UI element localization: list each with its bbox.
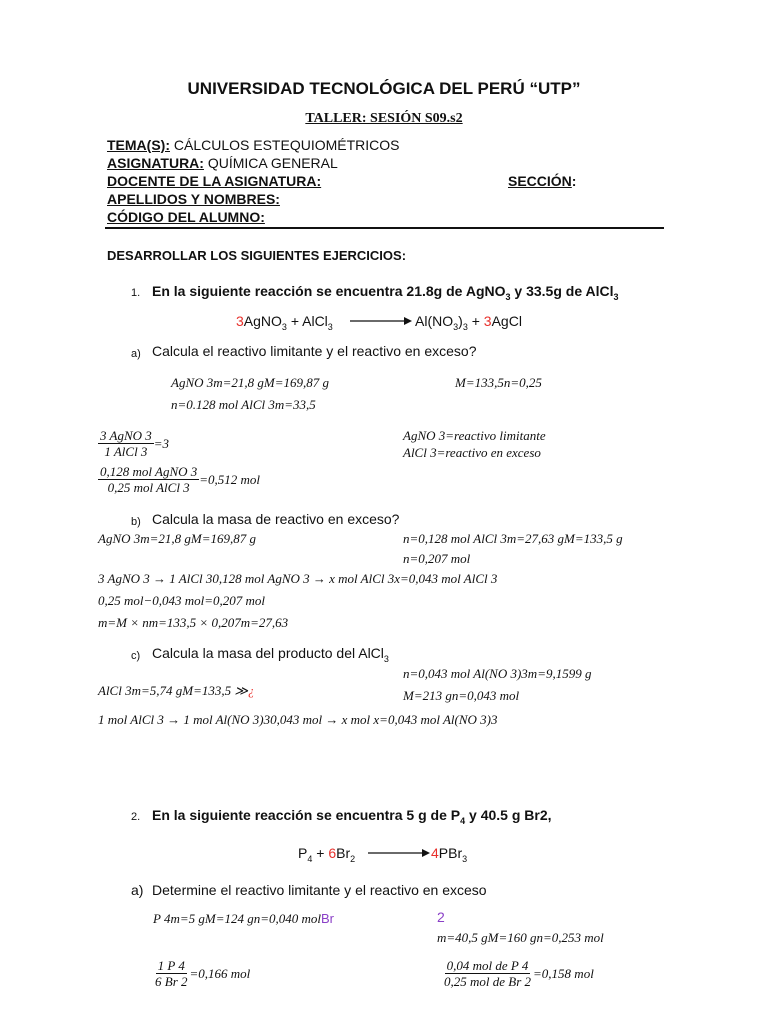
ex1-alcl-sub: 3 xyxy=(613,291,619,302)
ex1-qb-text: Calcula la masa de reactivo en exceso? xyxy=(152,511,400,527)
ex1-b-line2-right: n=0,207 mol xyxy=(403,551,471,566)
ex1-qb-letter: b) xyxy=(131,516,141,528)
ex1-a-line1-left: AgNO 3m=21,8 gM=169,87 g xyxy=(171,375,330,390)
ex1-b-line1-right: n=0,128 mol AlCl 3m=27,63 gM=133,5 g xyxy=(403,531,623,546)
ex1-a-result1: AgNO 3=reactivo limitante xyxy=(403,428,546,443)
ex1-a-line1-right: M=133,5n=0,25 xyxy=(455,375,542,390)
ex1-c-line1-right: n=0,043 mol Al(NO 3)3m=9,1599 g xyxy=(403,666,592,681)
ex2-eq-plus: + xyxy=(312,845,329,861)
codigo-row xyxy=(107,209,265,225)
ex1-qa-text: Calcula el reactivo limitante y el reactivo en exceso? xyxy=(152,343,477,359)
tema-value: CÁLCULOS ESTEQUIOMÉTRICOS xyxy=(170,137,400,153)
ex1-qc-sub: 3 xyxy=(383,653,389,664)
asignatura-row xyxy=(107,155,338,171)
ex2-eq-coef2: 4 xyxy=(431,845,439,861)
seccion-label: SECCIÓN xyxy=(508,173,572,189)
codigo-label: CÓDIGO DEL ALUMNO: xyxy=(107,209,265,225)
ex1-a-fraction2 xyxy=(98,464,260,495)
ex2-eq-p1: PBr xyxy=(438,845,463,861)
ex1-a-result2: AlCl 3=reactivo en exceso xyxy=(403,445,541,460)
ex2-a-frac1-bot: 6 Br 2 xyxy=(155,974,188,989)
apellidos-row xyxy=(107,191,280,207)
instructions: DESARROLLAR LOS SIGUIENTES EJERCICIOS: xyxy=(107,248,407,263)
ex1-eq-coef2: 3 xyxy=(483,313,492,329)
docente-row xyxy=(107,173,321,189)
ex1-eq-plus2: + xyxy=(467,313,484,329)
ex2-a-frac2-res: =0,158 mol xyxy=(533,965,594,981)
ex2-p-sub: 4 xyxy=(460,815,466,826)
seccion-row xyxy=(508,173,576,189)
ex2-a-br: Br xyxy=(321,911,334,926)
ex1-equation-reactants xyxy=(236,313,333,332)
reaction-arrow-icon xyxy=(350,314,412,328)
ex2-statement xyxy=(152,807,552,826)
ex2-qa-letter: a) xyxy=(131,882,144,898)
ex1-b-line3: 3 AgNO 3 → 1 AlCl 30,128 mol AgNO 3 → x mol AlCl 3x=0,043 mol AlCl 3 xyxy=(98,571,498,586)
ex2-equation-products xyxy=(431,845,467,864)
ex1-a-frac1-res: =3 xyxy=(153,435,170,451)
ex1-agno: AgNO xyxy=(465,283,506,299)
apellidos-label: APELLIDOS Y NOMBRES: xyxy=(107,191,280,207)
ex2-a-line1-text: P 4m=5 gM=124 gn=0,040 mol xyxy=(153,911,321,926)
ex1-eq-p1: Al(NO xyxy=(415,313,454,329)
ex1-qa-letter: a) xyxy=(131,348,141,360)
ex2-equation-reactants xyxy=(298,845,355,864)
ex2-eq-p1-sub: 3 xyxy=(462,853,468,864)
ex1-eq-r2-sub: 3 xyxy=(327,321,333,332)
ex1-qc-text xyxy=(152,645,389,664)
ex1-a-frac2-bot: 0,25 mol AlCl 3 xyxy=(107,480,190,495)
reaction-arrow-icon xyxy=(368,846,430,860)
ex2-eq-r1: P xyxy=(298,845,308,861)
document-title: UNIVERSIDAD TECNOLÓGICA DEL PERÚ “UTP” xyxy=(187,79,581,98)
ex1-statement-text: En la siguiente reacción se encuentra 21.8g de xyxy=(152,283,466,299)
ex1-c-line2-mark: ¿ xyxy=(247,683,255,698)
ex1-eq-r1: AgNO xyxy=(243,313,282,329)
asignatura-value: QUÍMICA GENERAL xyxy=(203,155,338,171)
ex1-a-frac2-top: 0,128 mol AgNO 3 xyxy=(100,464,198,479)
ex1-eq-r1-sub: 3 xyxy=(281,321,287,332)
ex1-a-frac2-res: =0,512 mol xyxy=(199,471,261,487)
ex1-b-line4: 0,25 mol−0,043 mol=0,207 mol xyxy=(98,593,266,608)
ex2-a-fraction2 xyxy=(442,958,594,989)
ex2-qa-text: Determine el reactivo limitante y el reactivo en exceso xyxy=(152,882,487,898)
ex1-a-frac1-bot: 1 AlCl 3 xyxy=(104,444,148,459)
ex1-c-line2-right: M=213 gn=0,043 mol xyxy=(403,688,520,703)
ex2-a-fraction1 xyxy=(153,958,250,989)
ex1-agno-sub: 3 xyxy=(505,291,511,302)
seccion-colon: : xyxy=(571,173,577,189)
tema-label: TEMA(S): xyxy=(107,137,170,153)
header-divider xyxy=(105,227,664,229)
ex2-statement-end: y 40.5 g Br2, xyxy=(465,807,552,823)
ex1-c-line2-left xyxy=(98,683,254,699)
ex1-eq-p1-end: ) xyxy=(458,313,463,329)
ex1-qc-letter: c) xyxy=(131,650,141,662)
ex2-a-frac2-top: 0,04 mol de P 4 xyxy=(446,958,529,973)
ex1-b-line5: m=M × nm=133,5 × 0,207m=27,63 xyxy=(98,615,289,630)
ex2-statement-text: En la siguiente reacción se encuentra 5 g de P xyxy=(152,807,461,823)
ex2-number: 2. xyxy=(131,811,141,823)
ex2-eq-r1-sub: 4 xyxy=(307,853,313,864)
ex2-eq-r2-sub: 2 xyxy=(350,853,356,864)
ex1-eq-p2: AgCl xyxy=(491,313,522,329)
ex1-statement-mid: y 33.5g de xyxy=(510,283,586,299)
ex1-a-line2-left: n=0.128 mol AlCl 3m=33,5 xyxy=(171,397,316,412)
ex2-a-line1-left xyxy=(153,910,334,928)
session-subtitle: TALLER: SESIÓN S09.s2 xyxy=(305,111,463,126)
ex1-number: 1. xyxy=(131,287,141,299)
ex1-b-line1-left: AgNO 3m=21,8 gM=169,87 g xyxy=(98,531,257,546)
ex1-eq-plus: + AlCl xyxy=(286,313,328,329)
tema-row xyxy=(107,137,399,153)
ex2-a-line1-right: m=40,5 gM=160 gn=0,253 mol xyxy=(437,930,604,945)
ex2-a-two: 2 xyxy=(437,909,445,925)
ex2-eq-coef1: 6 xyxy=(328,845,337,861)
ex1-c-line3: 1 mol AlCl 3 → 1 mol Al(NO 3)30,043 mol → x mol x=0,043 mol Al(NO 3)3 xyxy=(98,712,498,727)
asignatura-label: ASIGNATURA: xyxy=(107,155,204,171)
ex2-a-frac2-bot: 0,25 mol de Br 2 xyxy=(444,974,532,989)
ex1-alcl: AlCl xyxy=(585,283,614,299)
ex2-a-frac1-top: 1 P 4 xyxy=(157,958,185,973)
docente-label: DOCENTE DE LA ASIGNATURA: xyxy=(107,173,322,189)
ex1-equation-products xyxy=(415,313,522,332)
ex1-a-frac1-top: 3 AgNO 3 xyxy=(100,428,152,443)
ex1-eq-p1-sub2: 3 xyxy=(462,321,468,332)
ex1-statement xyxy=(152,283,619,302)
ex1-eq-coef1: 3 xyxy=(236,313,244,329)
ex1-eq-p1-sub: 3 xyxy=(453,321,459,332)
ex2-eq-r2: Br xyxy=(336,845,351,861)
ex1-a-fraction1 xyxy=(98,428,169,459)
ex1-c-line2-text: AlCl 3m=5,74 gM=133,5 ≫ xyxy=(98,683,248,698)
ex2-a-frac1-res: =0,166 mol xyxy=(189,965,251,981)
ex1-qc-text-main: Calcula la masa del producto del AlCl xyxy=(152,645,384,661)
